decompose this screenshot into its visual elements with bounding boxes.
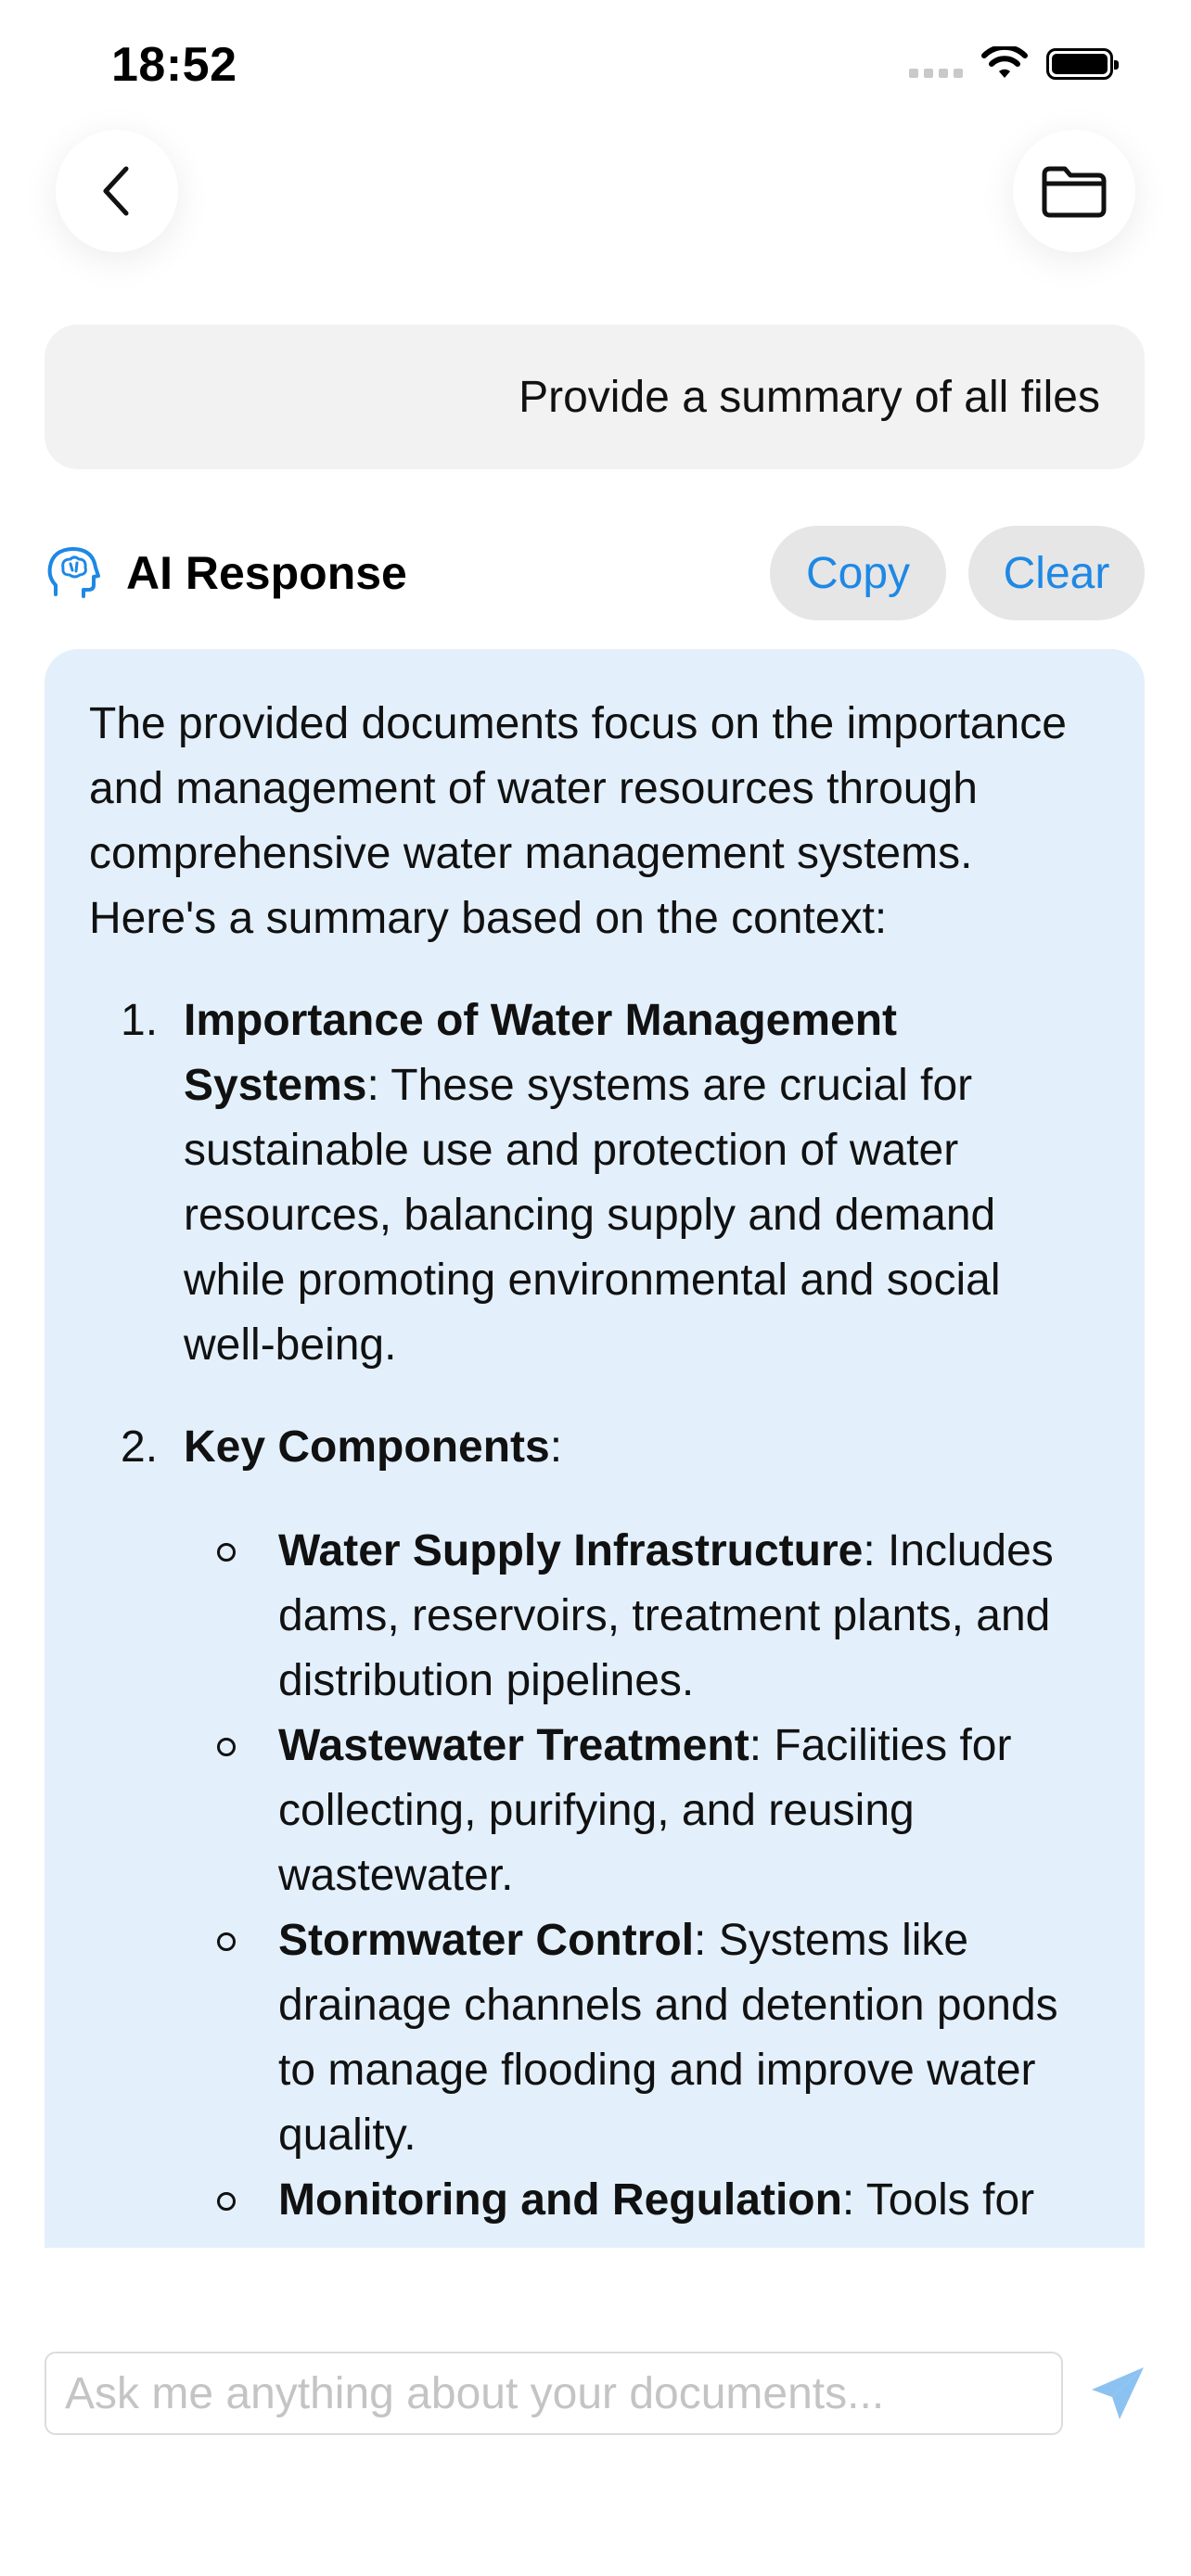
list-item-heading: Key Components [184,1422,550,1472]
list-item [89,988,1098,1378]
wifi-icon [981,46,1028,82]
sub-list [184,1519,1098,2233]
response-title: AI Response [126,547,407,599]
sub-list-item [184,1714,1098,1908]
sub-list-item [184,1908,1098,2168]
chevron-left-icon [98,163,135,219]
folder-button[interactable] [1013,130,1135,252]
sub-item-heading: Wastewater Treatment [278,1721,749,1770]
response-intro: The provided documents focus on the importance and management of water resources through comprehensive water management systems. Here's a summary based on the context: [89,699,1067,943]
sub-item-text: : Systems like drainage channels and detention ponds to manage flooding and improve water quality. [278,1916,1058,2160]
list-item-text: : [549,1422,563,1472]
sub-item-text: : Tools for [841,2175,1035,2225]
status-icons [909,46,1113,82]
status-time: 18:52 [111,38,237,92]
list-item [89,1415,1098,2233]
cellular-signal-icon [909,48,963,80]
summary-list [89,988,1098,2233]
list-item-number: 2. [121,1422,159,1472]
folder-icon [1039,163,1109,219]
brain-icon [45,544,102,602]
back-button[interactable] [56,130,178,252]
list-item-text: : These systems are crucial for sustainable use and protection of water resources, balancing supply and demand while promoting environmental and social well-being. [184,1061,1001,1370]
send-button[interactable] [1083,2359,1152,2428]
sub-item-heading: Monitoring and Regulation [278,2175,842,2225]
sub-list-item [184,2168,1098,2233]
copy-button[interactable]: Copy [770,526,946,620]
send-icon [1088,2364,1147,2423]
response-content [45,649,1145,2248]
battery-icon [1046,48,1113,80]
user-prompt-text: Provide a summary of all files [519,372,1100,422]
response-header [45,525,1145,621]
sub-item-heading: Water Supply Infrastructure [278,1526,864,1575]
list-item-number: 1. [121,996,159,1045]
user-prompt-bubble [45,325,1145,469]
question-input[interactable] [45,2352,1063,2435]
list-item-heading: Importance of Water Management Systems [184,996,898,1110]
sub-item-text: : Includes dams, reservoirs, treatment plants, and distribution pipelines. [278,1526,1054,1705]
sub-item-text: : Facilities for collecting, purifying, and reusing wastewater. [278,1721,1012,1900]
clear-button[interactable]: Clear [968,526,1145,620]
sub-list-item [184,1519,1098,1714]
sub-item-heading: Stormwater Control [278,1916,695,1965]
